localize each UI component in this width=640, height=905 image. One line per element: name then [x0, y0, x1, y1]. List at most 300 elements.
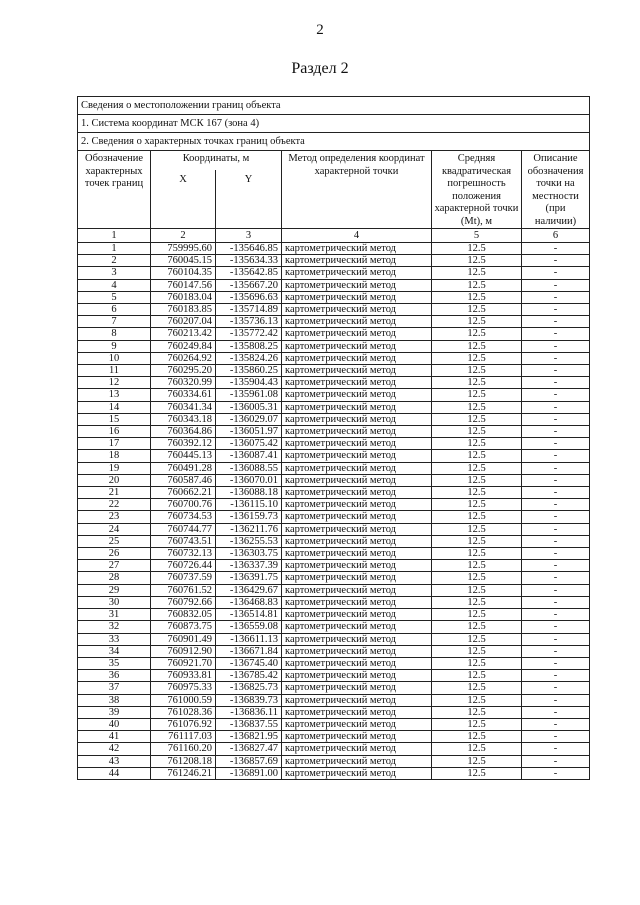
coord-y: -136839.73 — [216, 694, 282, 706]
point-number: 36 — [78, 670, 151, 682]
description: - — [522, 682, 590, 694]
mt-value: 12.5 — [432, 462, 522, 474]
method: картометрический метод — [282, 670, 432, 682]
method: картометрический метод — [282, 682, 432, 694]
coord-x: 760295.20 — [151, 365, 216, 377]
description: - — [522, 499, 590, 511]
point-number: 8 — [78, 328, 151, 340]
method: картометрический метод — [282, 645, 432, 657]
coord-x: 760933.81 — [151, 670, 216, 682]
description: - — [522, 743, 590, 755]
table-row — [78, 523, 590, 535]
coord-x: 760921.70 — [151, 657, 216, 669]
method: картометрический метод — [282, 511, 432, 523]
coord-y: -136051.97 — [216, 426, 282, 438]
point-number: 39 — [78, 706, 151, 718]
point-number: 10 — [78, 352, 151, 364]
table-row — [78, 548, 590, 560]
mt-value: 12.5 — [432, 365, 522, 377]
point-number: 4 — [78, 279, 151, 291]
coord-x: 761246.21 — [151, 767, 216, 779]
description: - — [522, 657, 590, 669]
table-row — [78, 645, 590, 657]
mt-value: 12.5 — [432, 645, 522, 657]
table-row — [78, 743, 590, 755]
coord-x: 760744.77 — [151, 523, 216, 535]
method: картометрический метод — [282, 450, 432, 462]
point-number: 40 — [78, 718, 151, 730]
mt-value: 12.5 — [432, 511, 522, 523]
coord-x: 760743.51 — [151, 535, 216, 547]
coord-x: 760662.21 — [151, 487, 216, 499]
method: картометрический метод — [282, 596, 432, 608]
table-row — [78, 255, 590, 267]
description: - — [522, 438, 590, 450]
coord-x: 760343.18 — [151, 413, 216, 425]
coord-y: -135667.20 — [216, 279, 282, 291]
description: - — [522, 426, 590, 438]
method: картометрический метод — [282, 474, 432, 486]
coord-x: 761117.03 — [151, 731, 216, 743]
point-number: 22 — [78, 499, 151, 511]
mt-value: 12.5 — [432, 584, 522, 596]
coord-y: -135860.25 — [216, 365, 282, 377]
mt-value: 12.5 — [432, 718, 522, 730]
description: - — [522, 633, 590, 645]
mt-value: 12.5 — [432, 401, 522, 413]
table-row — [78, 401, 590, 413]
table-row — [78, 584, 590, 596]
coord-y: -136611.13 — [216, 633, 282, 645]
table-row — [78, 596, 590, 608]
mt-value: 12.5 — [432, 499, 522, 511]
point-number: 37 — [78, 682, 151, 694]
mt-value: 12.5 — [432, 316, 522, 328]
point-number: 24 — [78, 523, 151, 535]
mt-value: 12.5 — [432, 731, 522, 743]
mt-value: 12.5 — [432, 633, 522, 645]
method: картометрический метод — [282, 401, 432, 413]
coord-x: 760792.66 — [151, 596, 216, 608]
table-row — [78, 731, 590, 743]
description: - — [522, 560, 590, 572]
mt-value: 12.5 — [432, 572, 522, 584]
point-number: 13 — [78, 389, 151, 401]
mt-value: 12.5 — [432, 548, 522, 560]
mt-value: 12.5 — [432, 243, 522, 255]
table-row — [78, 413, 590, 425]
method: картометрический метод — [282, 340, 432, 352]
table-row — [78, 621, 590, 633]
mt-value: 12.5 — [432, 279, 522, 291]
method: картометрический метод — [282, 243, 432, 255]
coord-y: -136088.18 — [216, 487, 282, 499]
description: - — [522, 718, 590, 730]
section-title: Раздел 2 — [291, 60, 349, 77]
coord-y: -136303.75 — [216, 548, 282, 560]
description: - — [522, 413, 590, 425]
description: - — [522, 645, 590, 657]
table-row — [78, 609, 590, 621]
description: - — [522, 365, 590, 377]
column-number: 4 — [282, 229, 432, 243]
method: картометрический метод — [282, 718, 432, 730]
point-number: 21 — [78, 487, 151, 499]
point-number: 18 — [78, 450, 151, 462]
header-x: X — [151, 170, 216, 229]
coord-x: 761000.59 — [151, 694, 216, 706]
point-number: 19 — [78, 462, 151, 474]
table-row — [78, 755, 590, 767]
coord-x: 760734.53 — [151, 511, 216, 523]
point-number: 2 — [78, 255, 151, 267]
point-number: 7 — [78, 316, 151, 328]
mt-value: 12.5 — [432, 291, 522, 303]
description: - — [522, 267, 590, 279]
point-number: 29 — [78, 584, 151, 596]
mt-value: 12.5 — [432, 682, 522, 694]
coord-y: -136837.55 — [216, 718, 282, 730]
description: - — [522, 596, 590, 608]
point-number: 14 — [78, 401, 151, 413]
mt-value: 12.5 — [432, 706, 522, 718]
description: - — [522, 584, 590, 596]
table-row — [78, 535, 590, 547]
mt-value: 12.5 — [432, 377, 522, 389]
point-number: 34 — [78, 645, 151, 657]
mt-value: 12.5 — [432, 352, 522, 364]
table-row — [78, 572, 590, 584]
table-row — [78, 365, 590, 377]
point-number: 16 — [78, 426, 151, 438]
description: - — [522, 401, 590, 413]
table-row — [78, 291, 590, 303]
coord-x: 760732.13 — [151, 548, 216, 560]
mt-value: 12.5 — [432, 535, 522, 547]
table-row — [78, 438, 590, 450]
mt-value: 12.5 — [432, 560, 522, 572]
header-description: Описание обозначения точки на местности (при наличии) — [522, 151, 590, 229]
description: - — [522, 255, 590, 267]
mt-value: 12.5 — [432, 609, 522, 621]
coord-x: 760392.12 — [151, 438, 216, 450]
coord-x: 760700.76 — [151, 499, 216, 511]
coord-x: 761076.92 — [151, 718, 216, 730]
coord-x: 760341.34 — [151, 401, 216, 413]
mt-value: 12.5 — [432, 621, 522, 633]
mt-value: 12.5 — [432, 487, 522, 499]
point-number: 33 — [78, 633, 151, 645]
method: картометрический метод — [282, 304, 432, 316]
table-row — [78, 304, 590, 316]
header-mse: Средняя квадратическая погрешность положения характерной точки (Mt), м — [432, 151, 522, 229]
coord-x: 760587.46 — [151, 474, 216, 486]
table-row — [78, 267, 590, 279]
description: - — [522, 767, 590, 779]
coord-x: 761208.18 — [151, 755, 216, 767]
description: - — [522, 291, 590, 303]
method: картометрический метод — [282, 438, 432, 450]
description: - — [522, 352, 590, 364]
point-number: 26 — [78, 548, 151, 560]
coord-y: -136857.69 — [216, 755, 282, 767]
method: картометрический метод — [282, 767, 432, 779]
method: картометрический метод — [282, 743, 432, 755]
header-method: Метод определения координат характерной точки — [282, 151, 432, 229]
mt-value: 12.5 — [432, 755, 522, 767]
description: - — [522, 548, 590, 560]
point-number: 15 — [78, 413, 151, 425]
description: - — [522, 523, 590, 535]
coord-y: -135961.08 — [216, 389, 282, 401]
table-row — [78, 511, 590, 523]
description: - — [522, 316, 590, 328]
method: картометрический метод — [282, 621, 432, 633]
coord-x: 760445.13 — [151, 450, 216, 462]
coord-x: 760213.42 — [151, 328, 216, 340]
coord-y: -136337.39 — [216, 560, 282, 572]
table-row — [78, 657, 590, 669]
coord-y: -135714.89 — [216, 304, 282, 316]
mt-value: 12.5 — [432, 426, 522, 438]
mt-value: 12.5 — [432, 596, 522, 608]
point-number: 32 — [78, 621, 151, 633]
coord-y: -136559.08 — [216, 621, 282, 633]
method: картометрический метод — [282, 560, 432, 572]
coord-y: -136827.47 — [216, 743, 282, 755]
coord-y: -135634.33 — [216, 255, 282, 267]
coord-x: 760975.33 — [151, 682, 216, 694]
table-row — [78, 767, 590, 779]
point-number: 28 — [78, 572, 151, 584]
point-number: 23 — [78, 511, 151, 523]
coord-x: 760364.86 — [151, 426, 216, 438]
mt-value: 12.5 — [432, 670, 522, 682]
header-designation: Обозначение характерных точек границ — [78, 151, 151, 229]
description: - — [522, 474, 590, 486]
point-number: 1 — [78, 243, 151, 255]
method: картометрический метод — [282, 328, 432, 340]
method: картометрический метод — [282, 694, 432, 706]
coord-x: 760901.49 — [151, 633, 216, 645]
method: картометрический метод — [282, 352, 432, 364]
mt-value: 12.5 — [432, 438, 522, 450]
table-row — [78, 243, 590, 255]
table-row — [78, 328, 590, 340]
coord-x: 760249.84 — [151, 340, 216, 352]
table-row — [78, 352, 590, 364]
column-number: 2 — [151, 229, 216, 243]
method: картометрический метод — [282, 316, 432, 328]
table-row — [78, 462, 590, 474]
coord-y: -136785.42 — [216, 670, 282, 682]
point-number: 17 — [78, 438, 151, 450]
description: - — [522, 535, 590, 547]
coord-y: -136514.81 — [216, 609, 282, 621]
mt-value: 12.5 — [432, 304, 522, 316]
point-number: 41 — [78, 731, 151, 743]
header-y: Y — [216, 170, 282, 229]
coord-y: -135646.85 — [216, 243, 282, 255]
method: картометрический метод — [282, 731, 432, 743]
coord-y: -136821.95 — [216, 731, 282, 743]
description: - — [522, 279, 590, 291]
method: картометрический метод — [282, 548, 432, 560]
description: - — [522, 731, 590, 743]
mt-value: 12.5 — [432, 523, 522, 535]
coord-x: 760873.75 — [151, 621, 216, 633]
table-row — [78, 450, 590, 462]
method: картометрический метод — [282, 706, 432, 718]
coord-y: -136429.67 — [216, 584, 282, 596]
coord-y: -136087.41 — [216, 450, 282, 462]
point-number: 3 — [78, 267, 151, 279]
coord-y: -135824.26 — [216, 352, 282, 364]
method: картометрический метод — [282, 755, 432, 767]
point-number: 6 — [78, 304, 151, 316]
column-number: 5 — [432, 229, 522, 243]
coord-x: 760207.04 — [151, 316, 216, 328]
description: - — [522, 621, 590, 633]
coord-x: 760183.85 — [151, 304, 216, 316]
coord-y: -136836.11 — [216, 706, 282, 718]
column-number: 1 — [78, 229, 151, 243]
table-row — [78, 474, 590, 486]
point-number: 27 — [78, 560, 151, 572]
mt-value: 12.5 — [432, 389, 522, 401]
description: - — [522, 694, 590, 706]
coord-y: -136825.73 — [216, 682, 282, 694]
method: картометрический метод — [282, 279, 432, 291]
point-number: 30 — [78, 596, 151, 608]
coord-x: 760726.44 — [151, 560, 216, 572]
table-row — [78, 389, 590, 401]
coord-x: 760045.15 — [151, 255, 216, 267]
coord-y: -136005.31 — [216, 401, 282, 413]
description: - — [522, 340, 590, 352]
section-header-coordinate-system: 1. Система координат МСК 167 (зона 4) — [78, 115, 590, 133]
coord-x: 760334.61 — [151, 389, 216, 401]
coord-x: 760737.59 — [151, 572, 216, 584]
table-row — [78, 426, 590, 438]
method: картометрический метод — [282, 572, 432, 584]
table-row — [78, 633, 590, 645]
coord-x: 760912.90 — [151, 645, 216, 657]
method: картометрический метод — [282, 389, 432, 401]
header-coordinates: Координаты, м — [151, 151, 282, 170]
point-number: 31 — [78, 609, 151, 621]
mt-value: 12.5 — [432, 413, 522, 425]
description: - — [522, 462, 590, 474]
method: картометрический метод — [282, 267, 432, 279]
description: - — [522, 328, 590, 340]
table-row — [78, 670, 590, 682]
table-row — [78, 316, 590, 328]
coord-y: -136211.76 — [216, 523, 282, 535]
mt-value: 12.5 — [432, 694, 522, 706]
table-row — [78, 487, 590, 499]
coord-x: 760320.99 — [151, 377, 216, 389]
coord-y: -136671.84 — [216, 645, 282, 657]
coord-y: -136745.40 — [216, 657, 282, 669]
table-row — [78, 694, 590, 706]
coord-x: 761028.36 — [151, 706, 216, 718]
point-number: 44 — [78, 767, 151, 779]
table-row — [78, 706, 590, 718]
description: - — [522, 609, 590, 621]
point-number: 38 — [78, 694, 151, 706]
method: картометрический метод — [282, 291, 432, 303]
coord-y: -136159.73 — [216, 511, 282, 523]
description: - — [522, 670, 590, 682]
mt-value: 12.5 — [432, 743, 522, 755]
coord-y: -136255.53 — [216, 535, 282, 547]
coord-y: -135808.25 — [216, 340, 282, 352]
point-number: 12 — [78, 377, 151, 389]
point-number: 25 — [78, 535, 151, 547]
point-number: 9 — [78, 340, 151, 352]
coord-y: -136070.01 — [216, 474, 282, 486]
coord-y: -135736.13 — [216, 316, 282, 328]
coord-y: -135696.63 — [216, 291, 282, 303]
table-row — [78, 377, 590, 389]
coord-x: 760832.05 — [151, 609, 216, 621]
description: - — [522, 243, 590, 255]
coord-x: 761160.20 — [151, 743, 216, 755]
mt-value: 12.5 — [432, 340, 522, 352]
description: - — [522, 450, 590, 462]
point-number: 20 — [78, 474, 151, 486]
point-number: 35 — [78, 657, 151, 669]
description: - — [522, 304, 590, 316]
point-number: 11 — [78, 365, 151, 377]
table-row — [78, 279, 590, 291]
coord-y: -135904.43 — [216, 377, 282, 389]
table-row — [78, 560, 590, 572]
coord-x: 760183.04 — [151, 291, 216, 303]
table-row — [78, 718, 590, 730]
table-row — [78, 682, 590, 694]
method: картометрический метод — [282, 499, 432, 511]
method: картометрический метод — [282, 535, 432, 547]
description: - — [522, 487, 590, 499]
mt-value: 12.5 — [432, 767, 522, 779]
description: - — [522, 706, 590, 718]
mt-value: 12.5 — [432, 267, 522, 279]
coord-y: -136115.10 — [216, 499, 282, 511]
method: картометрический метод — [282, 413, 432, 425]
coord-y: -136891.00 — [216, 767, 282, 779]
mt-value: 12.5 — [432, 657, 522, 669]
method: картометрический метод — [282, 377, 432, 389]
description: - — [522, 389, 590, 401]
coord-y: -136029.07 — [216, 413, 282, 425]
section-header-characteristic-points: 2. Сведения о характерных точках границ объекта — [78, 133, 590, 151]
table-row — [78, 499, 590, 511]
method: картометрический метод — [282, 462, 432, 474]
method: картометрический метод — [282, 633, 432, 645]
description: - — [522, 755, 590, 767]
method: картометрический метод — [282, 584, 432, 596]
column-number: 3 — [216, 229, 282, 243]
point-number: 43 — [78, 755, 151, 767]
table-row — [78, 340, 590, 352]
coord-x: 760264.92 — [151, 352, 216, 364]
method: картометрический метод — [282, 523, 432, 535]
method: картометрический метод — [282, 426, 432, 438]
description: - — [522, 572, 590, 584]
mt-value: 12.5 — [432, 255, 522, 267]
